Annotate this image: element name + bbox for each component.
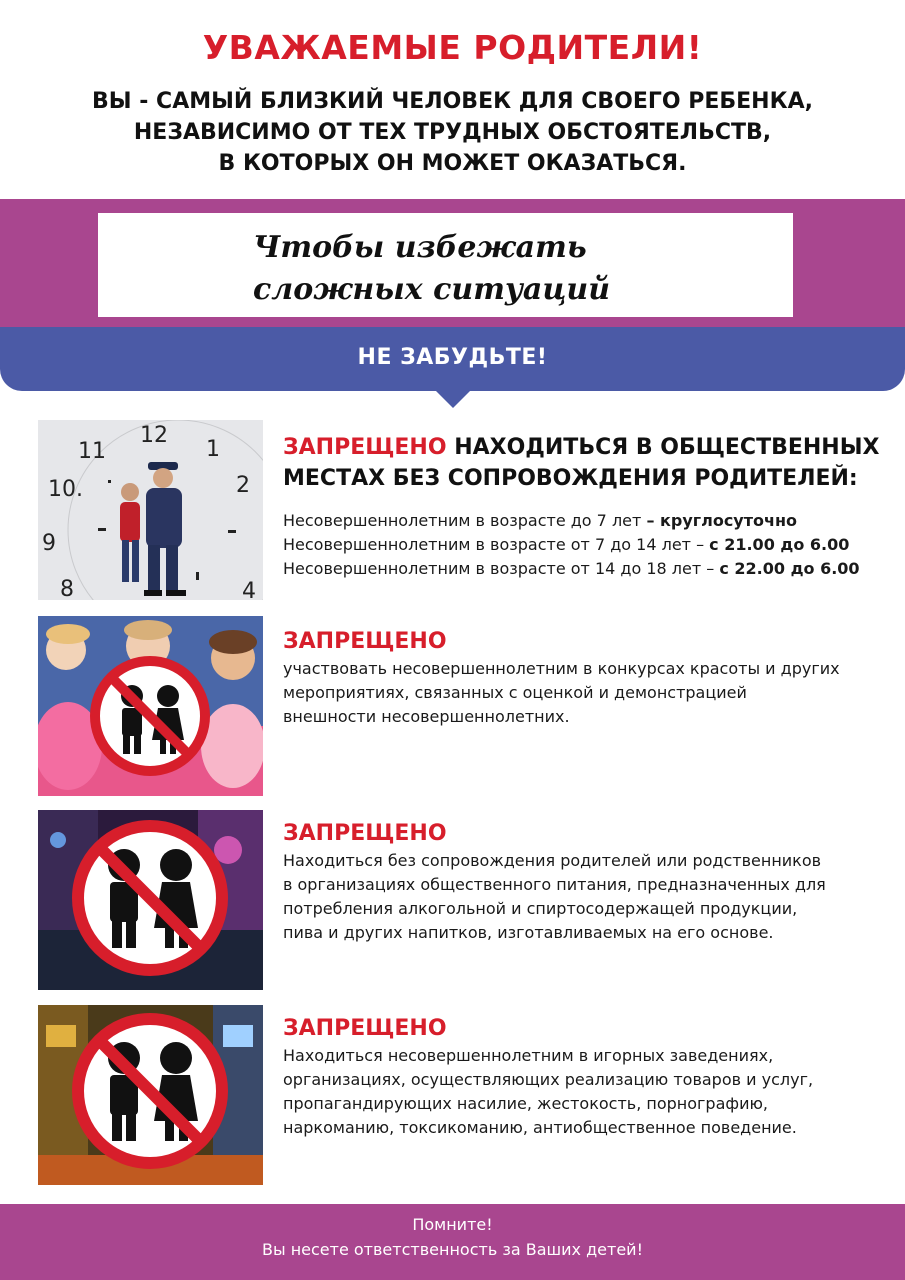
cursive-line: Чтобы избежать [253, 230, 587, 265]
page-subtitle [0, 86, 905, 179]
no-children-sign [78, 826, 222, 970]
subtitle-line: В КОТОРЫХ ОН МОЖЕТ ОКАЗАТЬСЯ. [218, 151, 687, 176]
reminder-label: НЕ ЗАБУДЬТЕ! [357, 345, 548, 370]
section-3-body [283, 849, 826, 945]
heading-text: НАХОДИТЬСЯ В ОБЩЕСТВЕННЫХ [454, 435, 880, 460]
rule-line: Несовершеннолетним в возрасте от 7 до 14 лет – с 21.00 до 6.00 [283, 535, 850, 554]
cursive-line: сложных ситуаций [253, 272, 611, 307]
section-3-heading [283, 818, 447, 849]
body-line: мероприятиях, связанных с оценкой и демонстрацией [283, 683, 747, 702]
subtitle-line: ВЫ - САМЫЙ БЛИЗКИЙ ЧЕЛОВЕК ДЛЯ СВОЕГО РЕБЕНКА, [92, 89, 813, 114]
rule-line: Несовершеннолетним в возрасте до 7 лет – круглосуточно [283, 511, 798, 530]
clock-number: 8 [60, 577, 74, 600]
body-line: наркоманию, токсикоманию, антиобщественное поведение. [283, 1118, 797, 1137]
clock-number: 4 [242, 579, 256, 600]
reminder-banner [0, 327, 905, 391]
body-line: пропагандирующих насилие, жестокость, порнографию, [283, 1094, 769, 1113]
clock-number: 11 [78, 439, 106, 464]
forbidden-keyword: ЗАПРЕЩЕНО [283, 821, 447, 846]
body-line: Находиться без сопровождения родителей или родственников [283, 851, 822, 870]
section-4-heading [283, 1013, 447, 1044]
section-1-rules [283, 509, 860, 581]
subtitle-line: НЕЗАВИСИМО ОТ ТЕХ ТРУДНЫХ ОБСТОЯТЕЛЬСТВ, [133, 120, 772, 145]
footer-banner [0, 1204, 905, 1280]
section-4-body [283, 1044, 813, 1140]
no-children-sign [95, 661, 205, 771]
body-line: внешности несовершеннолетних. [283, 707, 570, 726]
clock-police-image [38, 420, 263, 600]
banner-notch [435, 390, 471, 408]
clock-number: 1 [206, 437, 220, 462]
body-line: организациях, осуществляющих реализацию товаров и услуг, [283, 1070, 814, 1089]
footer-line: Вы несете ответственность за Ваших детей! [262, 1240, 643, 1259]
cursive-box [98, 213, 793, 317]
body-line: пива и других напитков, изготавливаемых на его основе. [283, 923, 774, 942]
section-2-body [283, 657, 840, 729]
rule-line: Несовершеннолетним в возрасте от 14 до 18 лет – с 22.00 до 6.00 [283, 559, 860, 578]
beauty-contest-image [38, 616, 263, 796]
cursive-text [253, 227, 610, 311]
section-2-heading [283, 626, 447, 657]
body-line: потребления алкогольной и спиртосодержащей продукции, [283, 899, 798, 918]
heading-text: МЕСТАХ БЕЗ СОПРОВОЖДЕНИЯ РОДИТЕЛЕЙ: [283, 466, 858, 491]
nightclub-image [38, 810, 263, 990]
body-line: в организациях общественного питания, предназначенных для [283, 875, 826, 894]
forbidden-keyword: ЗАПРЕЩЕНО [283, 435, 447, 460]
clock-number: 10. [48, 477, 83, 502]
body-line: Находиться несовершеннолетним в игорных заведениях, [283, 1046, 774, 1065]
casino-image [38, 1005, 263, 1185]
section-1-heading [283, 432, 879, 494]
clock-number: 2 [236, 473, 250, 498]
footer-line: Помните! [412, 1215, 493, 1234]
body-line: участвовать несовершеннолетним в конкурсах красоты и других [283, 659, 840, 678]
clock-number: 9 [42, 531, 56, 556]
forbidden-keyword: ЗАПРЕЩЕНО [283, 629, 447, 654]
forbidden-keyword: ЗАПРЕЩЕНО [283, 1016, 447, 1041]
no-children-sign [78, 1019, 222, 1163]
clock-number: 12 [140, 423, 168, 448]
page-title: УВАЖАЕМЫЕ РОДИТЕЛИ! [202, 28, 703, 67]
